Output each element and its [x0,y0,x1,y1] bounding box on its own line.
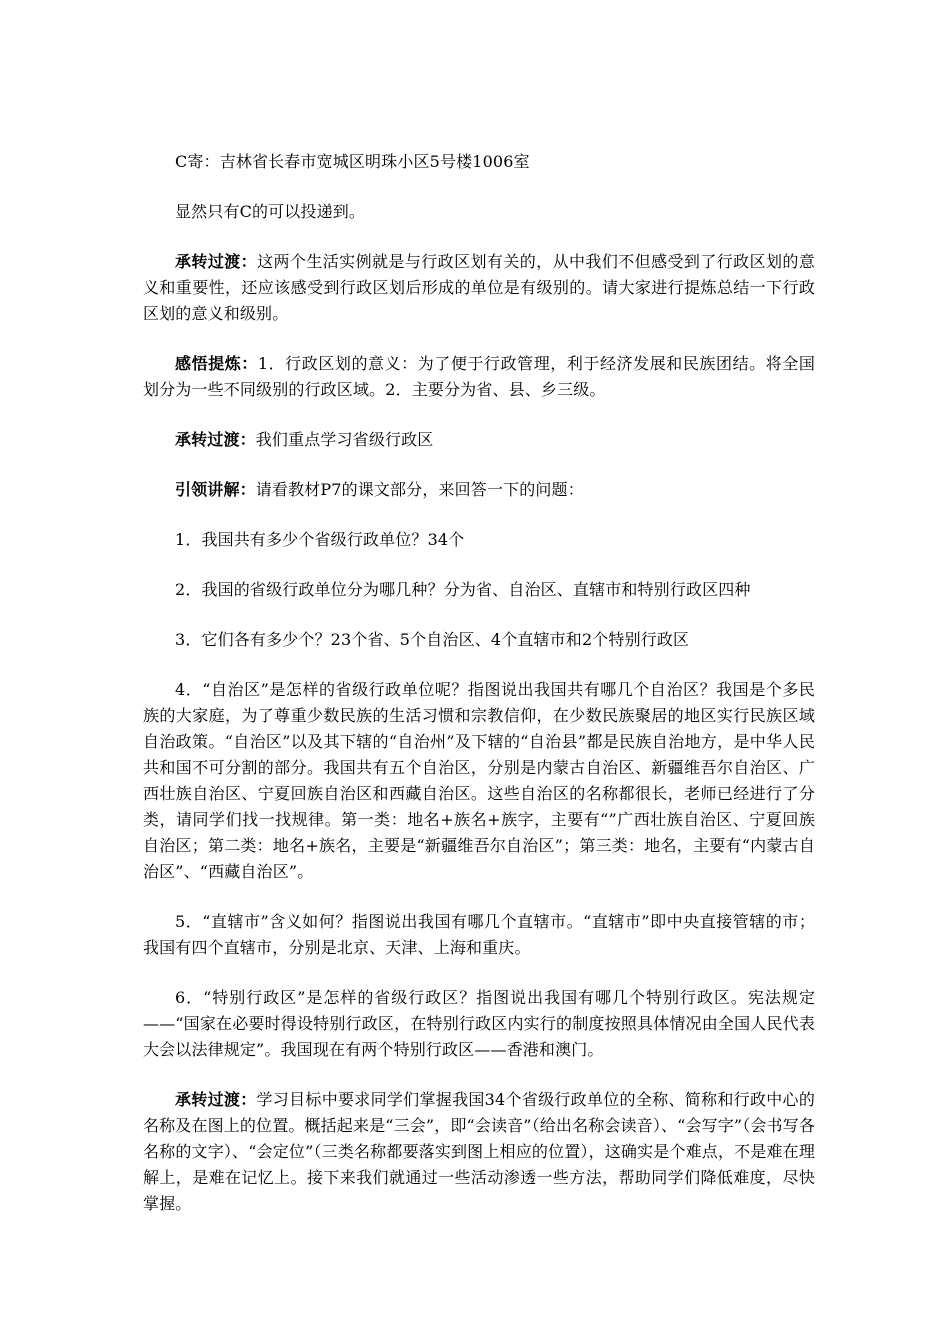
paragraph-transition-1 [143,249,815,327]
question-1 [143,527,815,553]
paragraph-text: 学习目标中要求同学们掌握我国34个省级行政单位的全称、简称和行政中心的名称及在图上的位置。概括起来是“三会”，即“会读音”（给出名称会读音）、“会写字”（会书写各名称的文字）、“会定位”（三类名称都要落实到图上相应的位置），这确实是个难点，不是难在理解上，是难在记忆上。接下来我们就通过一些活动渗透一些方法，帮助同学们降低难度，尽快掌握。 [143,1090,815,1213]
paragraph-transition-3 [143,1087,815,1217]
paragraph-lead: 承转过渡： [175,1090,257,1109]
question-6 [143,985,815,1063]
paragraph-text: C寄：吉林省长春市宽城区明珠小区5号楼1006室 [175,152,530,171]
paragraph-address-c [143,149,815,175]
paragraph-lecture-intro [143,477,815,503]
paragraph-text: 1．我国共有多少个省级行政单位？34个 [175,530,465,549]
question-4 [143,677,815,885]
paragraph-text: 2．我国的省级行政单位分为哪几种？分为省、自治区、直辖市和特别行政区四种 [175,580,751,599]
paragraph-transition-2 [143,427,815,453]
paragraph-lead: 感悟提炼： [175,354,258,373]
paragraph-text: 显然只有C的可以投递到。 [175,202,366,221]
paragraph-lead: 引领讲解： [175,480,256,499]
paragraph-text: 4．“自治区”是怎样的省级行政单位呢？指图说出我国共有哪几个自治区？我国是个多民族的大家庭，为了尊重少数民族的生活习惯和宗教信仰，在少数民族聚居的地区实行民族区域自治政策。“自治区”以及其下辖的“自治州”及下辖的“自治县”都是民族自治地方，是中华人民共和国不可分割的部分。我国共有五个自治区，分别是内蒙古自治区、新疆维吾尔自治区、广西壮族自治区、宁夏回族自治区和西藏自治区。这些自治区的名称都很长，老师已经进行了分类，请同学们找一找规律。第一类：地名+族名+族字，主要有“”广西壮族自治区、宁夏回族自治区；第二类：地名+族名，主要是“新疆维吾尔自治区”；第三类：地名，主要有“内蒙古自治区”、“西藏自治区”。 [143,680,815,881]
question-2 [143,577,815,603]
paragraph-conclusion [143,199,815,225]
paragraph-text: 5．“直辖市”含义如何？指图说出我国有哪几个直辖市。“直辖市”即中央直接管辖的市；我国有四个直辖市，分别是北京、天津、上海和重庆。 [143,912,815,957]
paragraph-text: 1．行政区划的意义：为了便于行政管理，利于经济发展和民族团结。将全国划分为一些不同级别的行政区域。2．主要分为省、县、乡三级。 [143,354,815,399]
paragraph-text: 这两个生活实例就是与行政区划有关的，从中我们不但感受到了行政区划的意义和重要性，还应该感受到行政区划后形成的单位是有级别的。请大家进行提炼总结一下行政区划的意义和级别。 [143,252,815,323]
question-3 [143,627,815,653]
paragraph-summary [143,351,815,403]
paragraph-text: 3．它们各有多少个？23个省、5个自治区、4个直辖市和2个特别行政区 [175,630,690,649]
question-5 [143,909,815,961]
paragraph-text: 请看教材P7的课文部分，来回答一下的问题： [255,480,584,499]
paragraph-lead: 承转过渡： [175,252,258,271]
paragraph-lead: 承转过渡： [175,430,256,449]
paragraph-text: 6．“特别行政区”是怎样的省级行政区？指图说出我国有哪几个特别行政区。宪法规定——“国家在必要时得设特别行政区，在特别行政区内实行的制度按照具体情况由全国人民代表大会以法律规定”。我国现在有两个特别行政区——香港和澳门。 [143,988,815,1059]
paragraph-text: 我们重点学习省级行政区 [255,430,434,449]
